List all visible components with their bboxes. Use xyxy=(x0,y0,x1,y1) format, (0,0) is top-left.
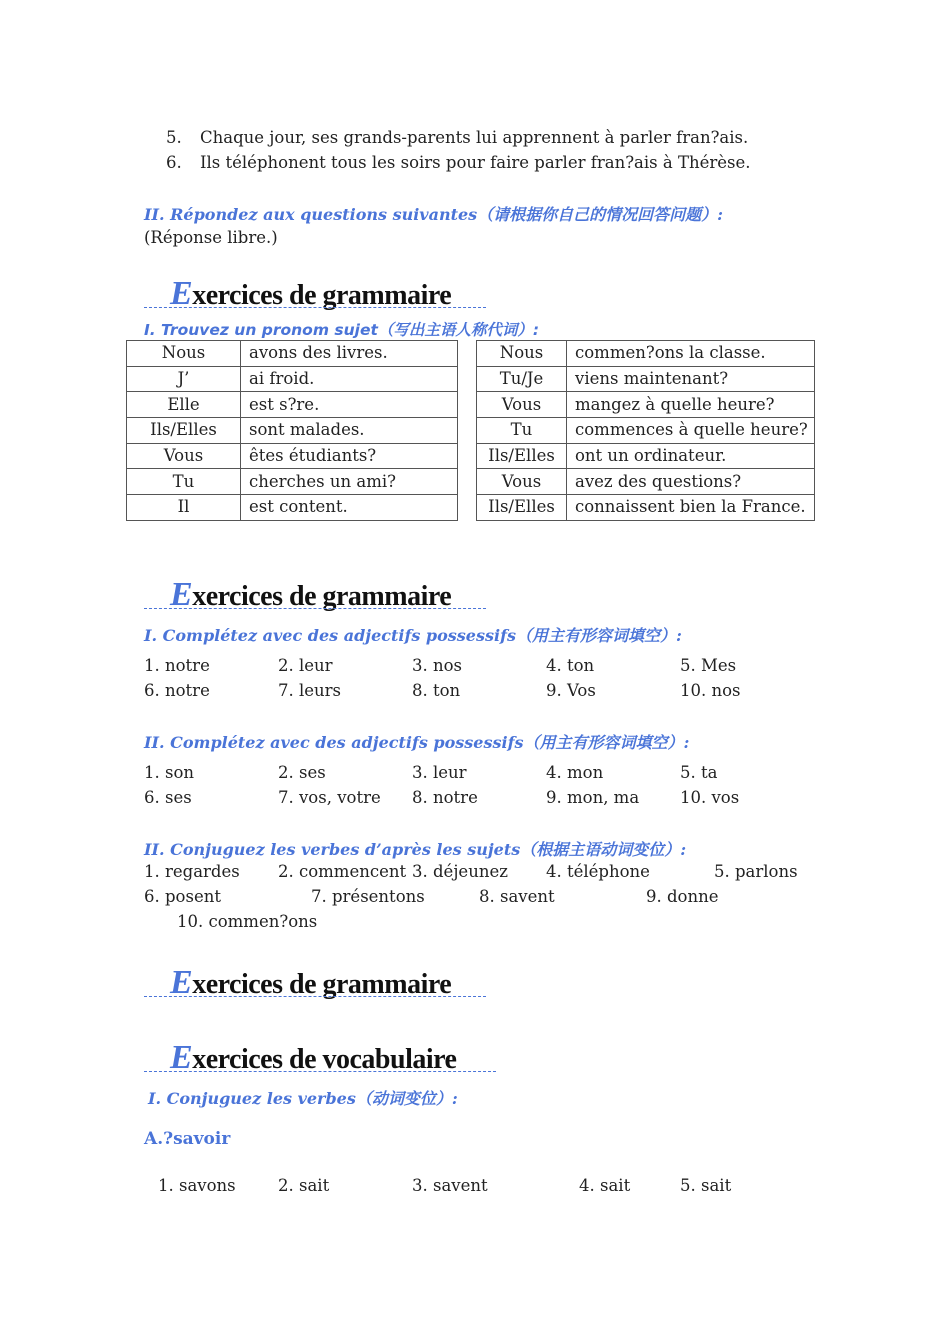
page-title: Exercices de grammaire xyxy=(170,964,452,1001)
list-item xyxy=(166,152,182,174)
answer-item: 2. leur xyxy=(278,656,333,675)
section-heading-possessifs-1: I. Complétez avec des adjectifs possessifs（用主有形容词填空）: xyxy=(144,626,682,645)
answer-item: 1. savons xyxy=(158,1176,236,1195)
table-row: Nous avons des livres. xyxy=(127,341,458,367)
answer-item: 10. nos xyxy=(680,681,741,700)
answer-item: 2. ses xyxy=(278,763,326,782)
answer-item: 4. sait xyxy=(579,1176,631,1195)
section-heading-conjuguez: II. Conjuguez les verbes d’après les sujets（根据主语动词变位）: xyxy=(144,840,687,859)
table-row: Nous commen?ons la classe. xyxy=(477,341,815,367)
table-row: Vous êtes étudiants? xyxy=(127,443,458,469)
answer-item: 2. sait xyxy=(278,1176,330,1195)
answer-item: 3. nos xyxy=(412,656,463,675)
section-heading-vocab: I. Conjuguez les verbes（动词变位）: xyxy=(148,1089,458,1108)
section-heading-possessifs-2: II. Complétez avec des adjectifs possessifs（用主有形容词填空）: xyxy=(144,733,690,752)
answer-item: 9. mon, ma xyxy=(546,788,640,807)
answer-item: 3. leur xyxy=(412,763,467,782)
answer-item: 3. savent xyxy=(412,1176,488,1195)
answer-item: 8. savent xyxy=(479,887,555,906)
answer-item: 8. ton xyxy=(412,681,461,700)
page-title: Exercices de grammaire xyxy=(170,576,452,613)
pronoms-table-right xyxy=(476,340,815,521)
title-underline xyxy=(144,1071,496,1072)
answer-item: 5. sait xyxy=(680,1176,732,1195)
answer-item: 9. Vos xyxy=(546,681,596,700)
list-item xyxy=(166,127,182,149)
free-answer-note: (Réponse libre.) xyxy=(144,228,278,247)
page-title: Exercices de grammaire xyxy=(170,275,452,312)
list-number: 5. xyxy=(166,128,182,147)
list-item-text: Ils téléphonent tous les soirs pour faire parler fran?ais à Thérèse. xyxy=(200,153,751,172)
title-underline xyxy=(144,996,486,997)
answer-item: 5. ta xyxy=(680,763,718,782)
answer-item: 1. notre xyxy=(144,656,210,675)
answer-item: 5. Mes xyxy=(680,656,737,675)
answer-item: 1. regardes xyxy=(144,862,240,881)
table-row: Ils/Elles connaissent bien la France. xyxy=(477,495,815,521)
answer-item: 6. posent xyxy=(144,887,221,906)
answer-item: 10. vos xyxy=(680,788,740,807)
table-row: Il est content. xyxy=(127,495,458,521)
answer-item: 8. notre xyxy=(412,788,478,807)
answer-item: 4. ton xyxy=(546,656,595,675)
pronoms-table-left xyxy=(126,340,458,521)
answer-item: 10. commen?ons xyxy=(177,912,318,931)
answer-item: 9. donne xyxy=(646,887,719,906)
section-heading-questions: II. Répondez aux questions suivantes（请根据你自己的情况回答问题）: xyxy=(144,205,724,224)
title-underline xyxy=(144,608,486,609)
answer-item: 4. mon xyxy=(546,763,604,782)
table-row: Ils/Elles sont malades. xyxy=(127,418,458,444)
answer-item: 6. notre xyxy=(144,681,210,700)
list-number: 6. xyxy=(166,153,182,172)
section-heading-pronoms: I. Trouvez un pronom sujet（写出主语人称代词）: xyxy=(144,321,540,339)
table-row: Ils/Elles ont un ordinateur. xyxy=(477,443,815,469)
answer-item: 6. ses xyxy=(144,788,192,807)
answer-item: 2. commencent xyxy=(278,862,407,881)
answer-item: 7. vos, votre xyxy=(278,788,381,807)
answer-item: 5. parlons xyxy=(714,862,798,881)
answer-item: 1. son xyxy=(144,763,195,782)
table-row: J’ ai froid. xyxy=(127,366,458,392)
table-row: Elle est s?re. xyxy=(127,392,458,418)
table-row: Tu/Je viens maintenant? xyxy=(477,366,815,392)
table-row: Tu commences à quelle heure? xyxy=(477,418,815,444)
answer-item: 3. déjeunez xyxy=(412,862,508,881)
table-row: Vous avez des questions? xyxy=(477,469,815,495)
answer-item: 7. présentons xyxy=(311,887,425,906)
answer-item: 4. téléphone xyxy=(546,862,650,881)
list-item-text: Chaque jour, ses grands-parents lui apprennent à parler fran?ais. xyxy=(200,128,749,147)
answer-item: 7. leurs xyxy=(278,681,342,700)
table-row: Tu cherches un ami? xyxy=(127,469,458,495)
title-underline xyxy=(144,307,486,308)
table-row: Vous mangez à quelle heure? xyxy=(477,392,815,418)
page-title: Exercices de vocabulaire xyxy=(170,1039,457,1076)
subsection-heading: A.?savoir xyxy=(144,1129,231,1149)
